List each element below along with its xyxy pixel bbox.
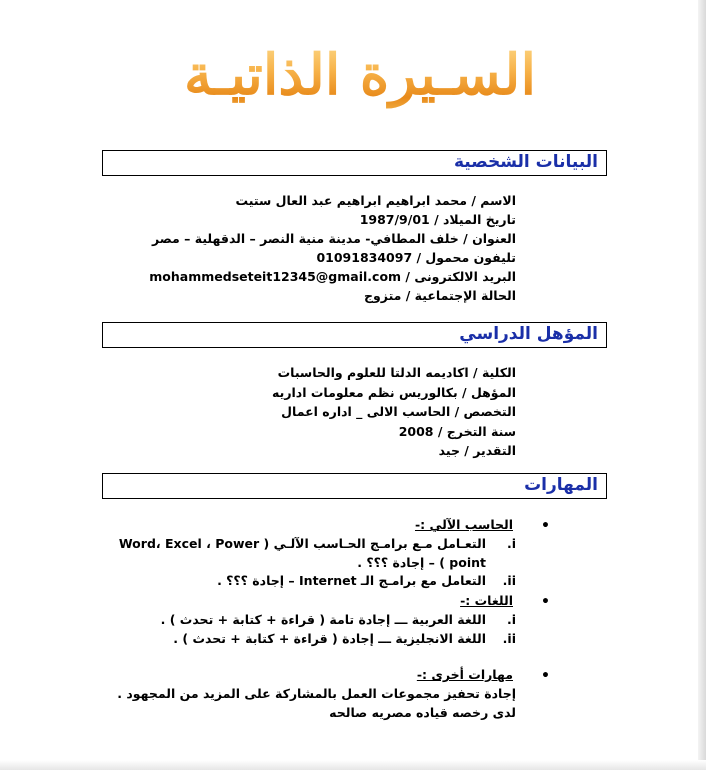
languages-item-i-marker: i. [506,612,516,627]
languages-item-english: اللغة الانجليزية ـــ إجادة ( قراءة + كتابة + تحدث ) . [173,631,486,646]
section-education-header [102,322,607,348]
education-major: التخصص / الحاسب الالى _ اداره اعمال [281,404,516,419]
section-education-title: المؤهل الدراسي [459,324,598,344]
personal-name: الاسم / محمد ابراهيم ابراهيم عبد العال ستيت [235,193,516,208]
page-title: السـيرة الذاتيـة [150,30,570,120]
section-personal-title: البيانات الشخصية [453,152,598,172]
other-skills-title: مهارات أخرى :- [416,667,513,682]
education-grade: التقدير / جيد [438,443,516,458]
page-bottom-shadow [0,760,706,770]
section-personal-header [102,150,607,176]
personal-email: البريد الالكترونى / mohammedseteit12345@gmail.com [149,269,516,284]
education-college: الكلية / اكاديمه الدلتا للعلوم والحاسبات [277,365,516,380]
section-skills-header [102,473,607,499]
personal-birthdate: تاريخ الميلاد / 1987/9/01 [359,212,516,227]
languages-title: اللغات :- [460,593,513,608]
bullet-languages: • [541,594,550,610]
personal-phone: تليفون محمول / 01091834097 [316,250,516,265]
personal-address: العنوان / خلف المطافي- مدينة منية النصر – الدقهلية – مصر [151,231,516,246]
computer-item-i-marker: i. [506,536,516,551]
languages-item-ii-marker: ii. [502,631,516,646]
computer-item-ii: التعامل مع برامـج الـ Internet – إجادة ؟؟؟ . [217,573,486,588]
computer-item-i-line2: point ) – إجادة ؟؟؟ . [357,555,486,570]
languages-item-arabic: اللغة العربية ـــ إجادة تامة ( قراءة + كتابة + تحدث ) . [160,612,486,627]
bullet-other: • [541,668,550,684]
personal-marital-status: الحالة الإجتماعية / متزوج [364,288,516,303]
computer-skills-title: الحاسب الآلي :- [414,517,513,532]
section-skills-title: المهارات [524,475,598,495]
personal-info-block [76,191,516,305]
computer-item-i-line1: التعـامل مـع برامـج الحـاسب الآلـي ( Word، Excel ، Power [118,536,486,551]
education-grad-year: سنة التخرج / 2008 [398,423,516,439]
computer-item-ii-marker: ii. [502,573,516,588]
education-info-block [76,363,516,461]
bullet-computer: • [541,518,550,534]
page-edge-shadow [698,0,706,770]
education-degree: المؤهل / بكالوريس نظم معلومات اداريه [272,384,516,400]
other-skills-line2: لدى رخصه قياده مصريه صالحه [329,705,516,720]
other-skills-line1: إجادة تحفيز مجموعات العمل بالمشاركة على المزيد من المجهود . [117,686,516,701]
